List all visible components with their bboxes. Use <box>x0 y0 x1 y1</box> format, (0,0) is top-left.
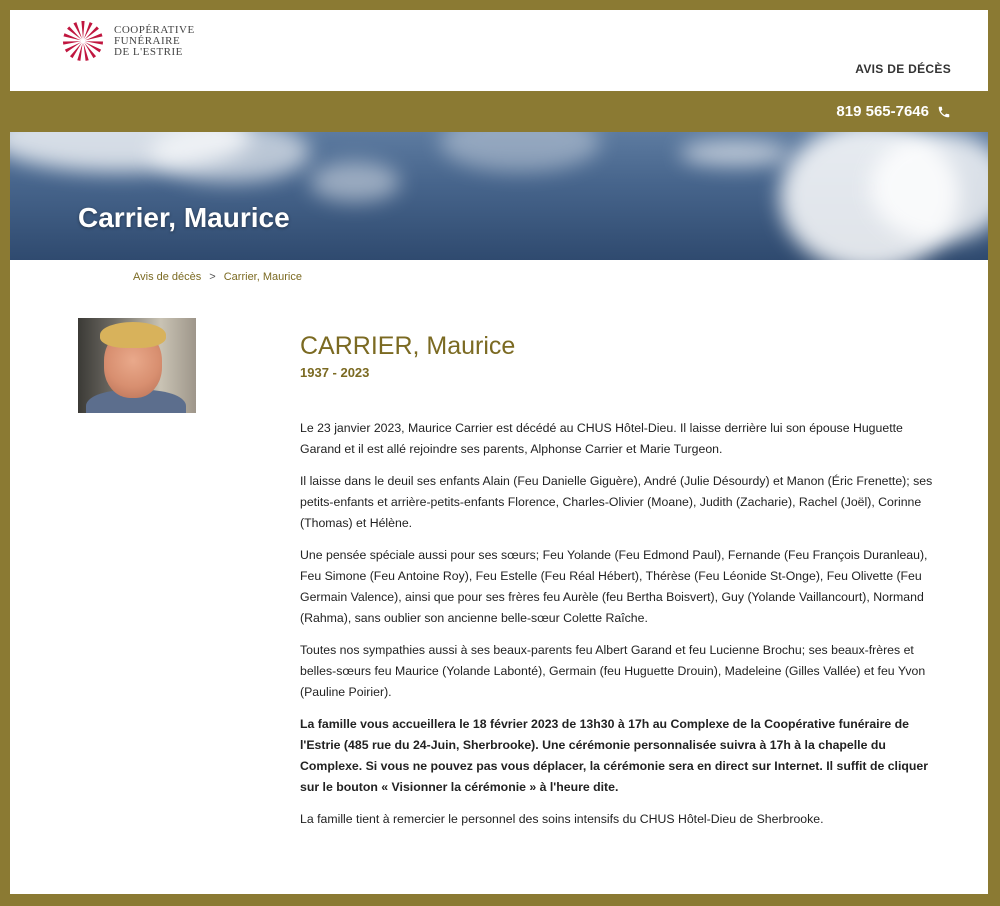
obituary-paragraph: La famille tient à remercier le personnel des soins intensifs du CHUS Hôtel-Dieu de Sherbrooke. <box>300 812 824 826</box>
logo-line-1: COOPÉRATIVE <box>114 23 195 36</box>
obituary-paragraph: Toutes nos sympathies aussi à ses beaux-parents feu Albert Garand et feu Lucienne Brochu; ses beaux-frères et belles-sœurs feu Maurice (Yolande Labonté), Germain (feu Huguette Drouin), Madeleine (Gilles Vallée) et feu Yvon (Pauline Poirier). <box>300 643 926 699</box>
deceased-photo <box>78 318 196 413</box>
hero-banner <box>10 132 988 260</box>
site-logo[interactable] <box>62 20 195 62</box>
breadcrumb-link-avis[interactable]: Avis de décès <box>133 271 202 283</box>
page-title: Carrier, Maurice <box>78 202 290 233</box>
page-frame <box>10 10 988 894</box>
logo-wordmark <box>114 25 195 58</box>
obituary <box>300 332 940 841</box>
obituary-name: CARRIER, Maurice <box>300 332 516 360</box>
obituary-paragraph: Il laisse dans le deuil ses enfants Alain (Feu Danielle Giguère), André (Julie Désourdy) et Manon (Éric Frenette); ses petits-enfants et arrière-petits-enfants Florence, Charles-Olivier (Moane), Judith (Zacharie), Rachel (Joël), Corinne (Thomas) et Hélène. <box>300 474 933 530</box>
nav-avis-de-deces[interactable]: AVIS DE DÉCÈS <box>855 62 951 76</box>
breadcrumb-separator: > <box>209 271 216 283</box>
phone-bar <box>10 91 988 132</box>
obituary-years: 1937 - 2023 <box>300 365 370 380</box>
logo-line-3: DE L'ESTRIE <box>114 45 183 58</box>
obituary-paragraph: Le 23 janvier 2023, Maurice Carrier est décédé au CHUS Hôtel-Dieu. Il laisse derrière lui son épouse Huguette Garand et il est allé rejoindre ses parents, Alphonse Carrier et Marie Turgeon. <box>300 421 903 456</box>
logo-line-2: FUNÉRAIRE <box>114 34 181 47</box>
breadcrumb-current[interactable]: Carrier, Maurice <box>223 271 302 283</box>
main-content <box>10 260 988 894</box>
obituary-text <box>300 418 940 830</box>
phone-number: 819 565-7646 <box>836 103 929 120</box>
obituary-paragraph: Une pensée spéciale aussi pour ses sœurs; Feu Yolande (Feu Edmond Paul), Fernande (Feu François Duranleau), Feu Simone (Feu Antoine Roy), Feu Estelle (Feu Réal Hébert), Thérèse (Feu Léonide St-Onge), Feu Olivette (Feu Germain Valence), ainsi que pour ses frères feu Aurèle (feu Bertha Boisvert), Guy (Yolande Vaillancourt), Normand (Rahma), sans oublier son ancienne belle-sœur Colette Raîche. <box>300 548 928 625</box>
breadcrumb <box>133 271 302 283</box>
sunburst-logo-icon <box>62 20 104 62</box>
phone-icon <box>937 105 951 119</box>
site-header <box>10 10 988 91</box>
obituary-visitation-info: La famille vous accueillera le 18 février 2023 de 13h30 à 17h au Complexe de la Coopérative funéraire de l'Estrie (485 rue du 24-Juin, Sherbrooke). Une cérémonie personnalisée suivra à 17h à la chapelle du Complexe. Si vous ne pouvez pas vous déplacer, la cérémonie sera en direct sur Internet. Il suffit de cliquer sur le bouton « Visionner la cérémonie » à l'heure dite. <box>300 717 929 794</box>
phone-link[interactable] <box>836 103 951 120</box>
